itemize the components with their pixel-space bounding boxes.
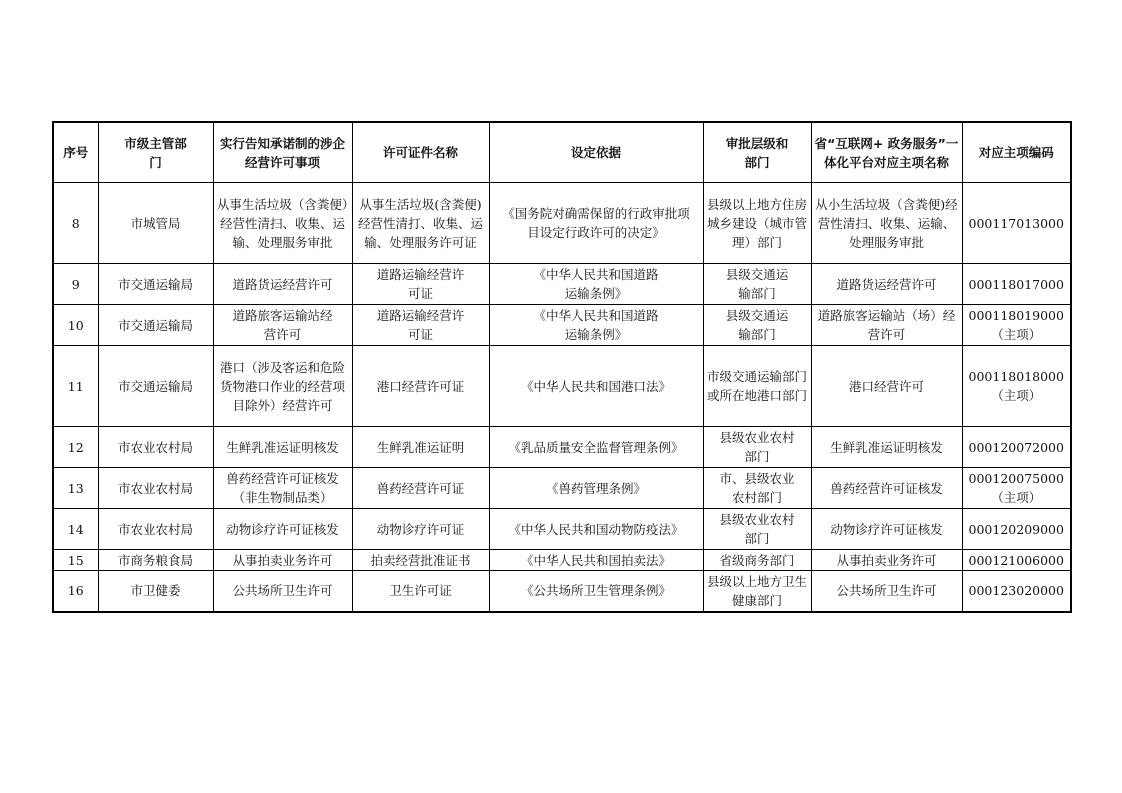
cell-permit-item: 生鲜乳准运证明核发 (213, 427, 352, 468)
cell-approval-level: 县级以上地方住房城乡建设（城市管理）部门 (703, 183, 811, 264)
cell-certificate: 动物诊疗许可证 (352, 509, 489, 550)
cell-legal-basis: 《中华人民共和国拍卖法》 (489, 550, 703, 571)
cell-platform-item: 道路货运经营许可 (811, 264, 962, 305)
cell-legal-basis: 《兽药管理条例》 (489, 468, 703, 509)
cell-platform-item: 生鲜乳准运证明核发 (811, 427, 962, 468)
cell-permit-item: 公共场所卫生许可 (213, 571, 352, 612)
cell-certificate: 港口经营许可证 (352, 346, 489, 427)
cell-platform-item: 公共场所卫生许可 (811, 571, 962, 612)
cell-item-code: 000121006000 (962, 550, 1071, 571)
cell-permit-item: 兽药经营许可证核发（非生物制品类） (213, 468, 352, 509)
cell-approval-level: 县级农业农村部门 (703, 427, 811, 468)
cell-legal-basis: 《中华人民共和国道路运输条例》 (489, 264, 703, 305)
cell-index: 14 (53, 509, 98, 550)
cell-department: 市农业农村局 (98, 509, 213, 550)
cell-department: 市交通运输局 (98, 264, 213, 305)
cell-item-code: 000120072000 (962, 427, 1071, 468)
cell-index: 11 (53, 346, 98, 427)
cell-certificate: 道路运输经营许可证 (352, 305, 489, 346)
cell-permit-item: 从事拍卖业务许可 (213, 550, 352, 571)
cell-permit-item: 动物诊疗许可证核发 (213, 509, 352, 550)
header-cell: 市级主管部门 (98, 122, 213, 183)
header-cell: 设定依据 (489, 122, 703, 183)
cell-platform-item: 动物诊疗许可证核发 (811, 509, 962, 550)
cell-item-code: 000120075000（主项） (962, 468, 1071, 509)
cell-certificate: 生鲜乳准运证明 (352, 427, 489, 468)
table-row (53, 427, 1071, 468)
table-row (53, 264, 1071, 305)
cell-certificate: 拍卖经营批准证书 (352, 550, 489, 571)
table-row (53, 550, 1071, 571)
cell-department: 市交通运输局 (98, 305, 213, 346)
cell-platform-item: 港口经营许可 (811, 346, 962, 427)
cell-index: 10 (53, 305, 98, 346)
cell-certificate: 从事生活垃圾(含粪便)经营性清打、收集、运输、处理服务许可证 (352, 183, 489, 264)
cell-index: 13 (53, 468, 98, 509)
document-page (52, 121, 1072, 613)
header-cell: 许可证件名称 (352, 122, 489, 183)
cell-platform-item: 从小生活垃圾（含粪便)经营性清扫、收集、运输、处理服务审批 (811, 183, 962, 264)
cell-legal-basis: 《公共场所卫生管理条例》 (489, 571, 703, 612)
cell-approval-level: 县级以上地方卫生健康部门 (703, 571, 811, 612)
cell-department: 市农业农村局 (98, 427, 213, 468)
header-cell: 序号 (53, 122, 98, 183)
cell-department: 市城管局 (98, 183, 213, 264)
cell-department: 市交通运输局 (98, 346, 213, 427)
header-cell: 实行告知承诺制的涉企经营许可事项 (213, 122, 352, 183)
table-row (53, 571, 1071, 612)
cell-platform-item: 从事拍卖业务许可 (811, 550, 962, 571)
cell-index: 15 (53, 550, 98, 571)
cell-certificate: 兽药经营许可证 (352, 468, 489, 509)
cell-item-code: 000118019000（主项） (962, 305, 1071, 346)
cell-item-code: 000123020000 (962, 571, 1071, 612)
header-cell: 省“互联网+ 政务服务”一体化平台对应主项名称 (811, 122, 962, 183)
table-row (53, 183, 1071, 264)
cell-permit-item: 道路旅客运输站经营许可 (213, 305, 352, 346)
cell-permit-item: 从事生活垃圾（含粪便）经营性清扫、收集、运输、处理服务审批 (213, 183, 352, 264)
cell-legal-basis: 《中华人民共和国港口法》 (489, 346, 703, 427)
cell-legal-basis: 《中华人民共和国动物防疫法》 (489, 509, 703, 550)
cell-department: 市卫健委 (98, 571, 213, 612)
table-row (53, 509, 1071, 550)
cell-index: 16 (53, 571, 98, 612)
permits-table (52, 121, 1072, 613)
cell-item-code: 000118018000（主项） (962, 346, 1071, 427)
cell-approval-level: 县级交通运输部门 (703, 264, 811, 305)
header-cell: 对应主项编码 (962, 122, 1071, 183)
cell-permit-item: 道路货运经营许可 (213, 264, 352, 305)
cell-department: 市商务粮食局 (98, 550, 213, 571)
cell-index: 9 (53, 264, 98, 305)
cell-permit-item: 港口（涉及客运和危险货物港口作业的经营项目除外）经营许可 (213, 346, 352, 427)
header-cell: 审批层级和部门 (703, 122, 811, 183)
cell-approval-level: 县级农业农村部门 (703, 509, 811, 550)
cell-approval-level: 县级交通运输部门 (703, 305, 811, 346)
table-row (53, 468, 1071, 509)
table-row (53, 305, 1071, 346)
cell-index: 8 (53, 183, 98, 264)
table-header-row (53, 122, 1071, 183)
cell-approval-level: 省级商务部门 (703, 550, 811, 571)
cell-legal-basis: 《乳品质量安全监督管理条例》 (489, 427, 703, 468)
cell-department: 市农业农村局 (98, 468, 213, 509)
cell-approval-level: 市级交通运输部门或所在地港口部门 (703, 346, 811, 427)
cell-item-code: 000118017000 (962, 264, 1071, 305)
cell-certificate: 道路运输经营许可证 (352, 264, 489, 305)
table-row (53, 346, 1071, 427)
cell-legal-basis: 《国务院对确需保留的行政审批项目设定行政许可的决定》 (489, 183, 703, 264)
cell-platform-item: 道路旅客运输站（场）经营许可 (811, 305, 962, 346)
cell-item-code: 000117013000 (962, 183, 1071, 264)
cell-legal-basis: 《中华人民共和国道路运输条例》 (489, 305, 703, 346)
cell-approval-level: 市、县级农业农村部门 (703, 468, 811, 509)
cell-item-code: 000120209000 (962, 509, 1071, 550)
cell-index: 12 (53, 427, 98, 468)
cell-platform-item: 兽药经营许可证核发 (811, 468, 962, 509)
cell-certificate: 卫生许可证 (352, 571, 489, 612)
